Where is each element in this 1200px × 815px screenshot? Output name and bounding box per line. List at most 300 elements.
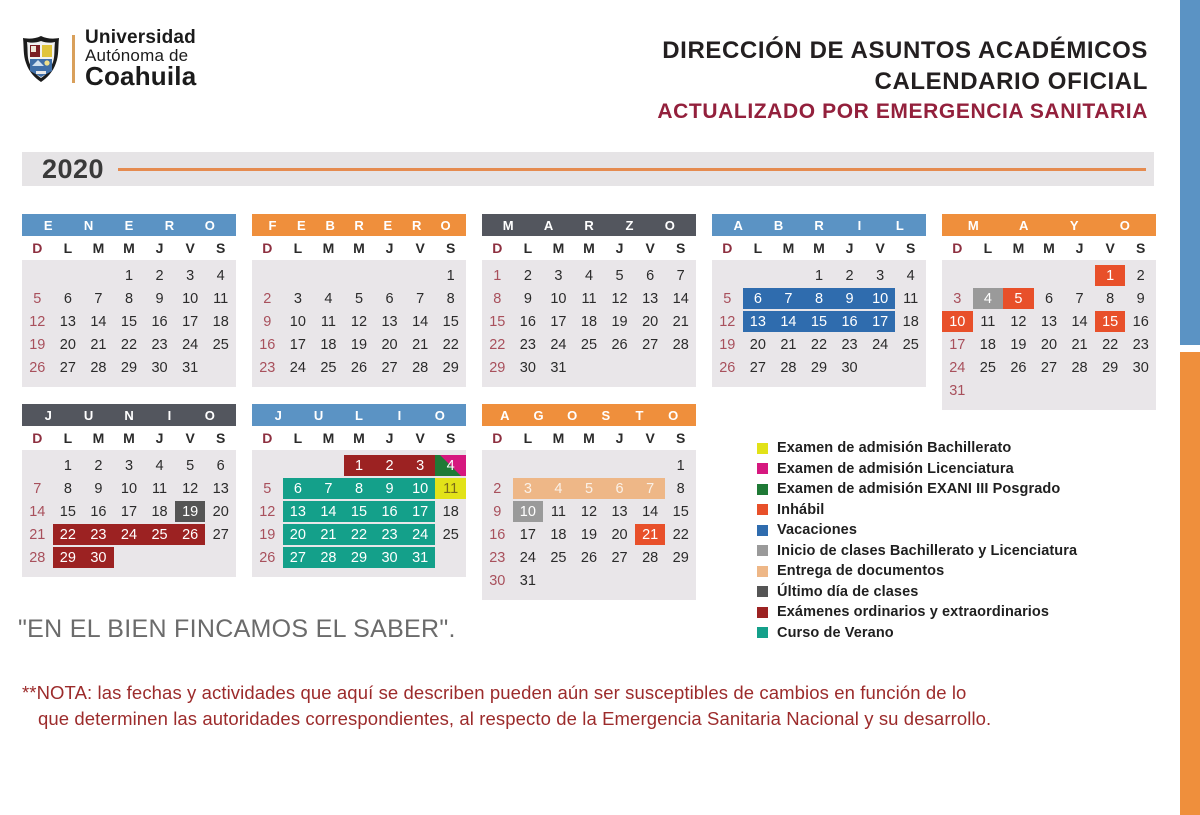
day-cell[interactable] (804, 333, 835, 356)
day-cell[interactable] (665, 333, 696, 356)
day-cell[interactable] (942, 379, 973, 402)
day-cell[interactable] (114, 356, 145, 379)
day-number: 10 (182, 290, 199, 307)
title-calendario: CALENDARIO OFICIAL (874, 67, 1148, 95)
day-cell[interactable] (574, 523, 605, 546)
day-cell[interactable] (283, 477, 314, 500)
day-number: 17 (120, 503, 138, 520)
day-cell[interactable] (313, 500, 344, 523)
day-cell[interactable] (865, 287, 896, 310)
day-cell[interactable] (574, 264, 605, 287)
day-cell[interactable] (53, 310, 84, 333)
day-cell[interactable] (942, 333, 973, 356)
day-cell[interactable] (865, 264, 896, 287)
day-cell[interactable] (513, 500, 544, 523)
day-cell[interactable] (83, 356, 114, 379)
day-cell[interactable] (665, 500, 696, 523)
weekday-header: S (216, 430, 226, 446)
day-cell[interactable] (252, 333, 283, 356)
day-cell[interactable] (435, 264, 466, 287)
day-cell[interactable] (53, 523, 84, 546)
day-cell[interactable] (83, 500, 114, 523)
day-cell[interactable] (114, 264, 145, 287)
day-cell[interactable] (665, 454, 696, 477)
day-cell[interactable] (374, 523, 405, 546)
day-cell[interactable] (344, 356, 375, 379)
day-cell[interactable] (604, 523, 635, 546)
day-cell[interactable] (665, 310, 696, 333)
day-cell[interactable] (543, 356, 574, 379)
day-cell[interactable] (252, 477, 283, 500)
day-cell[interactable] (543, 523, 574, 546)
day-number: 1 (1106, 267, 1115, 284)
month-title-letter: M (967, 217, 979, 233)
day-cell[interactable] (973, 333, 1004, 356)
day-cell[interactable] (344, 333, 375, 356)
day-cell[interactable] (743, 310, 774, 333)
day-cell[interactable] (482, 310, 513, 333)
day-cell[interactable] (252, 546, 283, 569)
day-cell[interactable] (482, 264, 513, 287)
day-cell[interactable] (635, 523, 666, 546)
day-cell[interactable] (635, 500, 666, 523)
day-cell[interactable] (804, 287, 835, 310)
day-number: 25 (212, 336, 229, 353)
day-cell[interactable] (604, 500, 635, 523)
day-cell[interactable] (435, 454, 466, 477)
day-cell[interactable] (53, 287, 84, 310)
day-cell[interactable] (313, 310, 344, 333)
day-cell[interactable] (405, 356, 436, 379)
day-cell[interactable] (482, 546, 513, 569)
day-cell[interactable] (344, 310, 375, 333)
day-cell[interactable] (712, 310, 743, 333)
day-cell[interactable] (635, 333, 666, 356)
day-cell[interactable] (543, 264, 574, 287)
day-cell[interactable] (114, 333, 145, 356)
day-cell[interactable] (513, 546, 544, 569)
day-cell[interactable] (374, 500, 405, 523)
day-cell[interactable] (283, 310, 314, 333)
day-cell[interactable] (405, 477, 436, 500)
day-cell[interactable] (1003, 287, 1034, 310)
day-number: 20 (212, 503, 229, 520)
day-cell[interactable] (834, 287, 865, 310)
day-cell[interactable] (405, 546, 436, 569)
day-cell[interactable] (482, 569, 513, 592)
day-cell[interactable] (804, 264, 835, 287)
day-cell[interactable] (604, 287, 635, 310)
day-cell[interactable] (743, 287, 774, 310)
day-cell[interactable] (144, 454, 175, 477)
day-number: 14 (672, 290, 689, 307)
day-cell[interactable] (205, 500, 236, 523)
day-number: 1 (354, 457, 364, 474)
weekday-header: S (676, 240, 686, 256)
day-cell[interactable] (53, 477, 84, 500)
day-cell[interactable] (942, 310, 973, 333)
day-cell[interactable] (834, 356, 865, 379)
day-cell[interactable] (83, 477, 114, 500)
day-cell[interactable] (374, 310, 405, 333)
day-cell[interactable] (973, 287, 1004, 310)
day-cell[interactable] (205, 310, 236, 333)
day-cell[interactable] (114, 310, 145, 333)
day-cell[interactable] (635, 546, 666, 569)
day-number: 24 (120, 526, 138, 543)
day-cell[interactable] (144, 310, 175, 333)
day-cell[interactable] (83, 287, 114, 310)
day-cell[interactable] (1095, 287, 1126, 310)
day-number: 18 (151, 503, 168, 520)
month-title-agosto (482, 404, 696, 426)
day-cell[interactable] (313, 287, 344, 310)
month-title-letter: R (584, 217, 594, 233)
day-cell[interactable] (83, 454, 114, 477)
day-cell[interactable] (435, 287, 466, 310)
day-cell[interactable] (1034, 310, 1065, 333)
day-cell[interactable] (942, 356, 973, 379)
weekday-header: M (782, 240, 795, 256)
day-cell[interactable] (665, 264, 696, 287)
day-cell[interactable] (313, 333, 344, 356)
day-number: 16 (151, 313, 168, 330)
day-cell[interactable] (1095, 356, 1126, 379)
day-cell[interactable] (53, 454, 84, 477)
day-cell[interactable] (743, 333, 774, 356)
day-cell[interactable] (344, 287, 375, 310)
day-cell[interactable] (482, 523, 513, 546)
day-cell[interactable] (1125, 356, 1156, 379)
day-cell[interactable] (405, 523, 436, 546)
day-cell-empty (1064, 379, 1095, 402)
day-cell[interactable] (175, 264, 206, 287)
day-cell[interactable] (144, 287, 175, 310)
day-cell-empty (665, 356, 696, 379)
day-cell[interactable] (513, 569, 544, 592)
day-cell[interactable] (114, 523, 145, 546)
day-cell[interactable] (205, 477, 236, 500)
day-cell[interactable] (283, 500, 314, 523)
day-cell[interactable] (513, 477, 544, 500)
legend-label: Inicio de clases Bachillerato y Licenciatura (777, 542, 1078, 559)
day-cell[interactable] (374, 477, 405, 500)
day-cell[interactable] (1003, 333, 1034, 356)
day-cell[interactable] (604, 310, 635, 333)
day-cell[interactable] (1034, 333, 1065, 356)
day-cell[interactable] (144, 333, 175, 356)
day-cell[interactable] (712, 333, 743, 356)
day-cell[interactable] (144, 356, 175, 379)
weekday-header: M (583, 430, 595, 446)
day-cell[interactable] (865, 333, 896, 356)
day-cell[interactable] (895, 264, 926, 287)
day-cell[interactable] (973, 356, 1004, 379)
day-cell[interactable] (22, 310, 53, 333)
day-number: 3 (186, 267, 195, 284)
day-cell[interactable] (283, 287, 314, 310)
day-cell[interactable] (435, 477, 466, 500)
day-cell[interactable] (405, 310, 436, 333)
day-number: 5 (615, 267, 624, 284)
day-cell[interactable] (175, 500, 206, 523)
day-cell[interactable] (1064, 356, 1095, 379)
day-cell[interactable] (175, 454, 206, 477)
day-cell[interactable] (205, 287, 236, 310)
day-cell[interactable] (22, 333, 53, 356)
day-cell[interactable] (344, 546, 375, 569)
day-cell[interactable] (482, 333, 513, 356)
day-cell[interactable] (144, 477, 175, 500)
day-cell[interactable] (543, 333, 574, 356)
day-cell[interactable] (604, 264, 635, 287)
day-cell[interactable] (574, 477, 605, 500)
day-cell[interactable] (53, 546, 84, 569)
day-cell[interactable] (22, 500, 53, 523)
day-cell[interactable] (543, 287, 574, 310)
day-cell[interactable] (773, 356, 804, 379)
day-cell[interactable] (665, 287, 696, 310)
day-cell[interactable] (543, 500, 574, 523)
day-cell-empty (543, 454, 574, 477)
day-cell[interactable] (144, 500, 175, 523)
day-cell[interactable] (175, 523, 206, 546)
day-cell[interactable] (1125, 264, 1156, 287)
day-cell[interactable] (435, 500, 466, 523)
day-cell[interactable] (252, 500, 283, 523)
day-cell[interactable] (83, 546, 114, 569)
day-number: 22 (350, 526, 368, 543)
day-cell[interactable] (405, 454, 436, 477)
day-number: 11 (213, 290, 229, 307)
day-cell[interactable] (482, 356, 513, 379)
day-cell[interactable] (1095, 310, 1126, 333)
day-cell[interactable] (313, 523, 344, 546)
day-cell[interactable] (22, 287, 53, 310)
day-cell[interactable] (942, 287, 973, 310)
day-cell[interactable] (773, 333, 804, 356)
day-cell[interactable] (144, 523, 175, 546)
day-cell[interactable] (513, 264, 544, 287)
day-cell[interactable] (22, 523, 53, 546)
week-row (22, 477, 236, 500)
day-cell[interactable] (574, 500, 605, 523)
day-number: 11 (152, 480, 168, 497)
day-cell[interactable] (175, 333, 206, 356)
day-cell[interactable] (405, 287, 436, 310)
week-row (482, 523, 696, 546)
day-cell[interactable] (435, 310, 466, 333)
day-number: 13 (59, 313, 76, 330)
day-number: 8 (354, 480, 364, 497)
day-number: 24 (412, 526, 429, 543)
day-cell[interactable] (283, 546, 314, 569)
day-cell[interactable] (574, 310, 605, 333)
day-cell[interactable] (1064, 333, 1095, 356)
day-cell[interactable] (773, 310, 804, 333)
day-cell[interactable] (804, 356, 835, 379)
month-title-letter: T (635, 407, 644, 423)
day-number: 29 (350, 549, 368, 566)
week-row (712, 264, 926, 287)
day-cell[interactable] (574, 546, 605, 569)
day-cell[interactable] (313, 356, 344, 379)
day-cell[interactable] (635, 264, 666, 287)
day-cell[interactable] (1095, 333, 1126, 356)
day-cell[interactable] (604, 333, 635, 356)
legend-color-swatch (757, 566, 768, 577)
day-cell[interactable] (604, 477, 635, 500)
day-cell-empty (435, 546, 466, 569)
day-cell[interactable] (252, 310, 283, 333)
weekday-header-row (22, 426, 236, 450)
day-cell[interactable] (1034, 356, 1065, 379)
day-cell[interactable] (604, 546, 635, 569)
day-cell[interactable] (344, 477, 375, 500)
day-cell[interactable] (435, 523, 466, 546)
day-cell[interactable] (83, 523, 114, 546)
day-cell[interactable] (114, 287, 145, 310)
day-cell[interactable] (313, 546, 344, 569)
day-cell[interactable] (344, 523, 375, 546)
day-cell[interactable] (635, 477, 666, 500)
legend-item (757, 541, 1077, 562)
day-cell[interactable] (53, 500, 84, 523)
day-cell[interactable] (865, 310, 896, 333)
day-cell[interactable] (435, 333, 466, 356)
day-cell[interactable] (834, 333, 865, 356)
day-cell[interactable] (635, 310, 666, 333)
day-cell-empty (144, 546, 175, 569)
logo-wordmark (85, 28, 196, 89)
day-cell[interactable] (895, 333, 926, 356)
day-cell[interactable] (482, 500, 513, 523)
day-number: 19 (719, 336, 736, 353)
day-cell[interactable] (543, 477, 574, 500)
day-cell[interactable] (1125, 287, 1156, 310)
day-cell[interactable] (895, 310, 926, 333)
day-cell[interactable] (313, 477, 344, 500)
day-cell[interactable] (773, 287, 804, 310)
day-cell[interactable] (252, 287, 283, 310)
day-cell[interactable] (344, 500, 375, 523)
day-cell[interactable] (374, 454, 405, 477)
day-number: 29 (810, 359, 828, 376)
day-cell[interactable] (665, 477, 696, 500)
day-cell[interactable] (83, 333, 114, 356)
day-cell[interactable] (665, 546, 696, 569)
day-cell[interactable] (83, 310, 114, 333)
day-number: 4 (983, 290, 992, 307)
day-cell[interactable] (114, 500, 145, 523)
day-cell[interactable] (114, 477, 145, 500)
day-cell[interactable] (513, 287, 544, 310)
day-cell[interactable] (543, 310, 574, 333)
day-number: 6 (646, 267, 655, 284)
day-cell[interactable] (513, 356, 544, 379)
day-cell[interactable] (1095, 264, 1126, 287)
day-cell[interactable] (144, 264, 175, 287)
day-cell[interactable] (1125, 333, 1156, 356)
day-cell[interactable] (114, 454, 145, 477)
day-cell[interactable] (374, 356, 405, 379)
day-cell[interactable] (834, 264, 865, 287)
day-cell[interactable] (374, 546, 405, 569)
month-title-letter: B (773, 217, 784, 233)
day-cell[interactable] (252, 523, 283, 546)
day-cell[interactable] (205, 523, 236, 546)
day-cell[interactable] (175, 310, 206, 333)
day-cell[interactable] (895, 287, 926, 310)
day-number: 2 (385, 457, 394, 474)
day-number: 30 (381, 549, 398, 566)
day-cell[interactable] (743, 356, 774, 379)
day-cell[interactable] (374, 333, 405, 356)
day-cell[interactable] (513, 310, 544, 333)
day-cell[interactable] (175, 356, 206, 379)
day-cell[interactable] (973, 310, 1004, 333)
day-cell[interactable] (405, 500, 436, 523)
day-cell[interactable] (635, 287, 666, 310)
day-cell[interactable] (175, 477, 206, 500)
day-cell[interactable] (513, 333, 544, 356)
day-number: 23 (381, 526, 398, 543)
day-cell[interactable] (53, 356, 84, 379)
day-cell[interactable] (283, 356, 314, 379)
day-cell[interactable] (435, 356, 466, 379)
day-number: 13 (1040, 313, 1058, 330)
day-cell[interactable] (205, 454, 236, 477)
day-cell[interactable] (205, 264, 236, 287)
day-cell[interactable] (252, 356, 283, 379)
day-number: 5 (1014, 290, 1023, 307)
day-cell[interactable] (574, 333, 605, 356)
day-cell[interactable] (513, 523, 544, 546)
day-cell[interactable] (543, 546, 574, 569)
day-cell[interactable] (22, 356, 53, 379)
day-cell[interactable] (283, 333, 314, 356)
day-cell[interactable] (205, 333, 236, 356)
day-cell[interactable] (22, 546, 53, 569)
day-cell[interactable] (1034, 287, 1065, 310)
note-line-2: que determinen las autoridades correspondientes, al respecto de la Emergencia Sanitaria Nacional y su desarrollo. (38, 708, 992, 730)
day-cell[interactable] (712, 356, 743, 379)
day-cell[interactable] (405, 333, 436, 356)
day-cell[interactable] (344, 454, 375, 477)
day-cell[interactable] (665, 523, 696, 546)
day-cell[interactable] (283, 523, 314, 546)
day-cell-empty (543, 569, 574, 592)
day-cell[interactable] (175, 287, 206, 310)
day-cell[interactable] (574, 287, 605, 310)
weekday-header: M (353, 240, 365, 256)
day-cell[interactable] (22, 477, 53, 500)
day-cell[interactable] (1064, 310, 1095, 333)
day-cell[interactable] (834, 310, 865, 333)
day-cell[interactable] (1064, 287, 1095, 310)
day-cell[interactable] (1003, 310, 1034, 333)
day-cell[interactable] (374, 287, 405, 310)
day-cell[interactable] (804, 310, 835, 333)
day-cell-empty (344, 264, 375, 287)
day-cell[interactable] (482, 287, 513, 310)
day-cell[interactable] (1125, 310, 1156, 333)
day-cell[interactable] (482, 477, 513, 500)
day-number: 29 (120, 359, 138, 376)
day-cell[interactable] (53, 333, 84, 356)
day-cell[interactable] (1003, 356, 1034, 379)
day-cell[interactable] (712, 287, 743, 310)
